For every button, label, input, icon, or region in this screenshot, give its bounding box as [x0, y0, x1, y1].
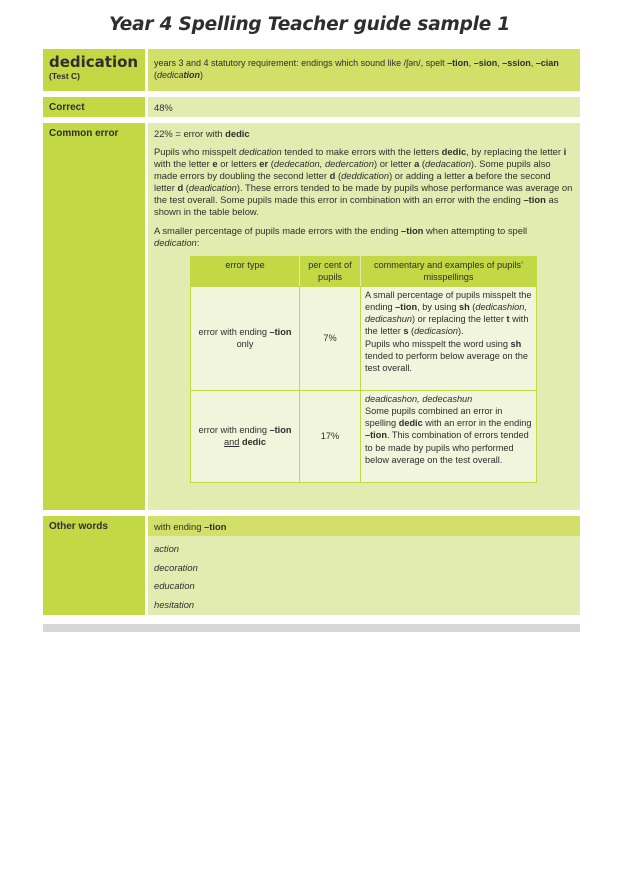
other-words-row — [43, 516, 580, 615]
word-label-cell — [43, 49, 145, 91]
commentary-cell: A small percentage of pupils misspelt the ending –tion, by using sh (dedicashion, dedicashun) or replacing the letter t with the letter s (dedicasion). Pupils who misspelt the word using sh tended to perform below average on the test overall. — [361, 286, 537, 390]
word-list — [148, 536, 580, 615]
common-error-row — [43, 123, 580, 510]
table-row — [191, 390, 537, 482]
list-item: hesitation — [154, 599, 195, 611]
other-words-label: Other words — [43, 516, 145, 615]
other-words-content — [148, 516, 580, 615]
correct-row — [43, 97, 580, 117]
separator: , — [497, 58, 503, 68]
header-percent: per cent of pupils — [300, 257, 361, 287]
summary-bold: dedic — [225, 128, 250, 139]
error-breakdown-table — [190, 256, 537, 483]
percent-cell: 17% — [300, 390, 361, 482]
correct-value: 48% — [148, 97, 580, 117]
correct-label: Correct — [43, 97, 145, 117]
summary-prefix: 22% = error with — [154, 128, 226, 139]
header-error-type: error type — [191, 257, 300, 287]
ending-sion: –sion — [473, 58, 498, 68]
other-words-header — [148, 516, 580, 536]
tion-intro-paragraph: A smaller percentage of pupils made errors with the ending –tion when attempting to spell dedication: — [154, 225, 528, 248]
error-type-cell: error with ending –tion and dedic — [191, 390, 300, 482]
page-title: Year 4 Spelling Teacher guide sample 1 — [108, 14, 511, 35]
percent-cell: 7% — [300, 286, 361, 390]
header-commentary: commentary and examples of pupils’ misspellings — [361, 257, 537, 287]
word-header-row — [43, 49, 580, 91]
common-error-label: Common error — [43, 123, 145, 510]
common-error-content — [148, 123, 580, 510]
paren: ) — [200, 70, 204, 80]
requirement-prefix: years 3 and 4 statutory requirement: endings which sound like /ʃən/, spelt — [154, 58, 448, 68]
commentary-cell: deadicashon, dedecashun Some pupils combined an error in spelling dedic with an error in the ending –tion. This combination of errors tended to be made by pupils who performed below average on the test overall. — [361, 390, 537, 482]
list-item: education — [154, 580, 195, 592]
separator: , — [468, 58, 474, 68]
header-prefix: with ending — [154, 521, 205, 532]
paren: ( — [154, 70, 157, 80]
separator: , — [530, 58, 536, 68]
common-error-summary — [154, 128, 574, 140]
list-item: decoration — [154, 561, 198, 573]
example-word-stem: dedica — [157, 70, 184, 80]
table-header-row — [191, 257, 537, 287]
test-label: (Test C) — [49, 71, 81, 81]
requirement-text — [148, 49, 580, 91]
error-type-cell: error with ending –tion only — [191, 286, 300, 390]
target-word: dedication — [49, 53, 139, 71]
explanation-paragraph: Pupils who misspelt dedication tended to make errors with the letters dedic, by replacing the letter i with the letter e or letters er (dedecation, dedercation) or letter a (dedacation). Some pupils also made errors by doubling the second letter d (deddication) or adding a letter a before the second letter d (deadication). These errors tended to be made by pupils whose performance was average on the test overall. Some pupils made this error in combination with an error with the ending –tion as shown in the table below. — [154, 146, 573, 217]
ending-ssion: –ssion — [502, 58, 531, 68]
example-word-ending: tion — [183, 70, 201, 80]
footer-divider-bar — [43, 624, 580, 632]
ending-tion: –tion — [447, 58, 469, 68]
header-ending: –tion — [204, 521, 227, 532]
list-item: action — [154, 542, 180, 554]
ending-cian: –cian — [535, 58, 559, 68]
table-row — [191, 286, 537, 390]
